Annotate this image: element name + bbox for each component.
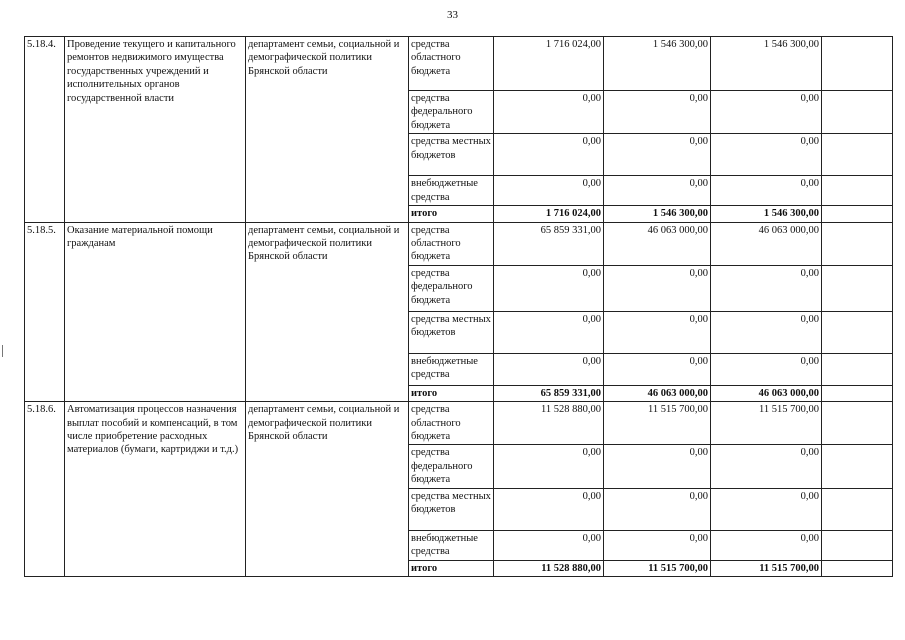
amount-year-3: 0,00	[711, 311, 822, 353]
amount-year-1: 0,00	[494, 530, 604, 560]
amount-year-1: 0,00	[494, 176, 604, 206]
amount-year-1: 1 716 024,00	[494, 206, 604, 222]
table-row	[25, 37, 893, 91]
amount-year-1: 0,00	[494, 353, 604, 385]
empty-cell	[822, 134, 893, 176]
amount-year-1: 0,00	[494, 91, 604, 134]
amount-year-2: 0,00	[604, 488, 711, 530]
amount-year-1: 11 528 880,00	[494, 402, 604, 445]
page-number: 33	[447, 9, 458, 21]
empty-cell	[822, 560, 893, 576]
amount-year-1: 0,00	[494, 488, 604, 530]
amount-year-1: 0,00	[494, 311, 604, 353]
funding-source: средства местных бюджетов	[409, 488, 494, 530]
amount-year-3: 0,00	[711, 488, 822, 530]
amount-year-1: 65 859 331,00	[494, 385, 604, 401]
funding-source: средства областного бюджета	[409, 222, 494, 265]
item-name: Проведение текущего и капитального ремонтов недвижимого имущества государственных учреждений и исполнительных органов государственной власти	[65, 37, 246, 223]
amount-year-1: 0,00	[494, 134, 604, 176]
amount-year-3: 1 546 300,00	[711, 206, 822, 222]
amount-year-1: 11 528 880,00	[494, 560, 604, 576]
amount-year-2: 1 546 300,00	[604, 206, 711, 222]
responsible-department: департамент семьи, социальной и демографической политики Брянской области	[246, 37, 409, 223]
table-row	[25, 402, 893, 445]
amount-year-2: 0,00	[604, 176, 711, 206]
amount-year-3: 0,00	[711, 134, 822, 176]
item-name: Автоматизация процессов назначения выплат пособий и компенсаций, в том числе приобретение расходных материалов (бумаги, картриджи и т.д.)	[65, 402, 246, 577]
amount-year-1: 65 859 331,00	[494, 222, 604, 265]
funding-source: внебюджетные средства	[409, 530, 494, 560]
empty-cell	[822, 402, 893, 445]
margin-mark	[2, 345, 3, 357]
amount-year-2: 11 515 700,00	[604, 560, 711, 576]
amount-year-2: 0,00	[604, 353, 711, 385]
table-row	[25, 222, 893, 265]
amount-year-3: 0,00	[711, 353, 822, 385]
amount-year-3: 46 063 000,00	[711, 222, 822, 265]
empty-cell	[822, 37, 893, 91]
amount-year-3: 0,00	[711, 265, 822, 311]
amount-year-2: 46 063 000,00	[604, 385, 711, 401]
empty-cell	[822, 530, 893, 560]
empty-cell	[822, 222, 893, 265]
funding-source: итого	[409, 385, 494, 401]
item-name: Оказание материальной помощи гражданам	[65, 222, 246, 402]
responsible-department: департамент семьи, социальной и демографической политики Брянской области	[246, 402, 409, 577]
amount-year-1: 1 716 024,00	[494, 37, 604, 91]
empty-cell	[822, 353, 893, 385]
empty-cell	[822, 206, 893, 222]
empty-cell	[822, 488, 893, 530]
amount-year-3: 0,00	[711, 445, 822, 488]
amount-year-3: 0,00	[711, 530, 822, 560]
funding-source: средства федерального бюджета	[409, 91, 494, 134]
funding-source: итого	[409, 560, 494, 576]
funding-source: средства областного бюджета	[409, 402, 494, 445]
amount-year-3: 0,00	[711, 91, 822, 134]
empty-cell	[822, 385, 893, 401]
empty-cell	[822, 445, 893, 488]
amount-year-2: 0,00	[604, 445, 711, 488]
amount-year-3: 0,00	[711, 176, 822, 206]
amount-year-2: 0,00	[604, 311, 711, 353]
item-number: 5.18.4.	[25, 37, 65, 223]
amount-year-3: 11 515 700,00	[711, 402, 822, 445]
amount-year-2: 11 515 700,00	[604, 402, 711, 445]
empty-cell	[822, 311, 893, 353]
amount-year-2: 0,00	[604, 265, 711, 311]
amount-year-1: 0,00	[494, 265, 604, 311]
item-number: 5.18.5.	[25, 222, 65, 402]
empty-cell	[822, 265, 893, 311]
amount-year-3: 46 063 000,00	[711, 385, 822, 401]
funding-source: итого	[409, 206, 494, 222]
amount-year-1: 0,00	[494, 445, 604, 488]
amount-year-2: 0,00	[604, 134, 711, 176]
budget-table	[24, 36, 893, 577]
responsible-department: департамент семьи, социальной и демографической политики Брянской области	[246, 222, 409, 402]
funding-source: внебюджетные средства	[409, 176, 494, 206]
amount-year-3: 11 515 700,00	[711, 560, 822, 576]
funding-source: средства федерального бюджета	[409, 265, 494, 311]
funding-source: внебюджетные средства	[409, 353, 494, 385]
amount-year-2: 46 063 000,00	[604, 222, 711, 265]
amount-year-2: 1 546 300,00	[604, 37, 711, 91]
amount-year-3: 1 546 300,00	[711, 37, 822, 91]
empty-cell	[822, 91, 893, 134]
funding-source: средства федерального бюджета	[409, 445, 494, 488]
item-number: 5.18.6.	[25, 402, 65, 577]
amount-year-2: 0,00	[604, 530, 711, 560]
funding-source: средства местных бюджетов	[409, 134, 494, 176]
funding-source: средства областного бюджета	[409, 37, 494, 91]
funding-source: средства местных бюджетов	[409, 311, 494, 353]
amount-year-2: 0,00	[604, 91, 711, 134]
empty-cell	[822, 176, 893, 206]
